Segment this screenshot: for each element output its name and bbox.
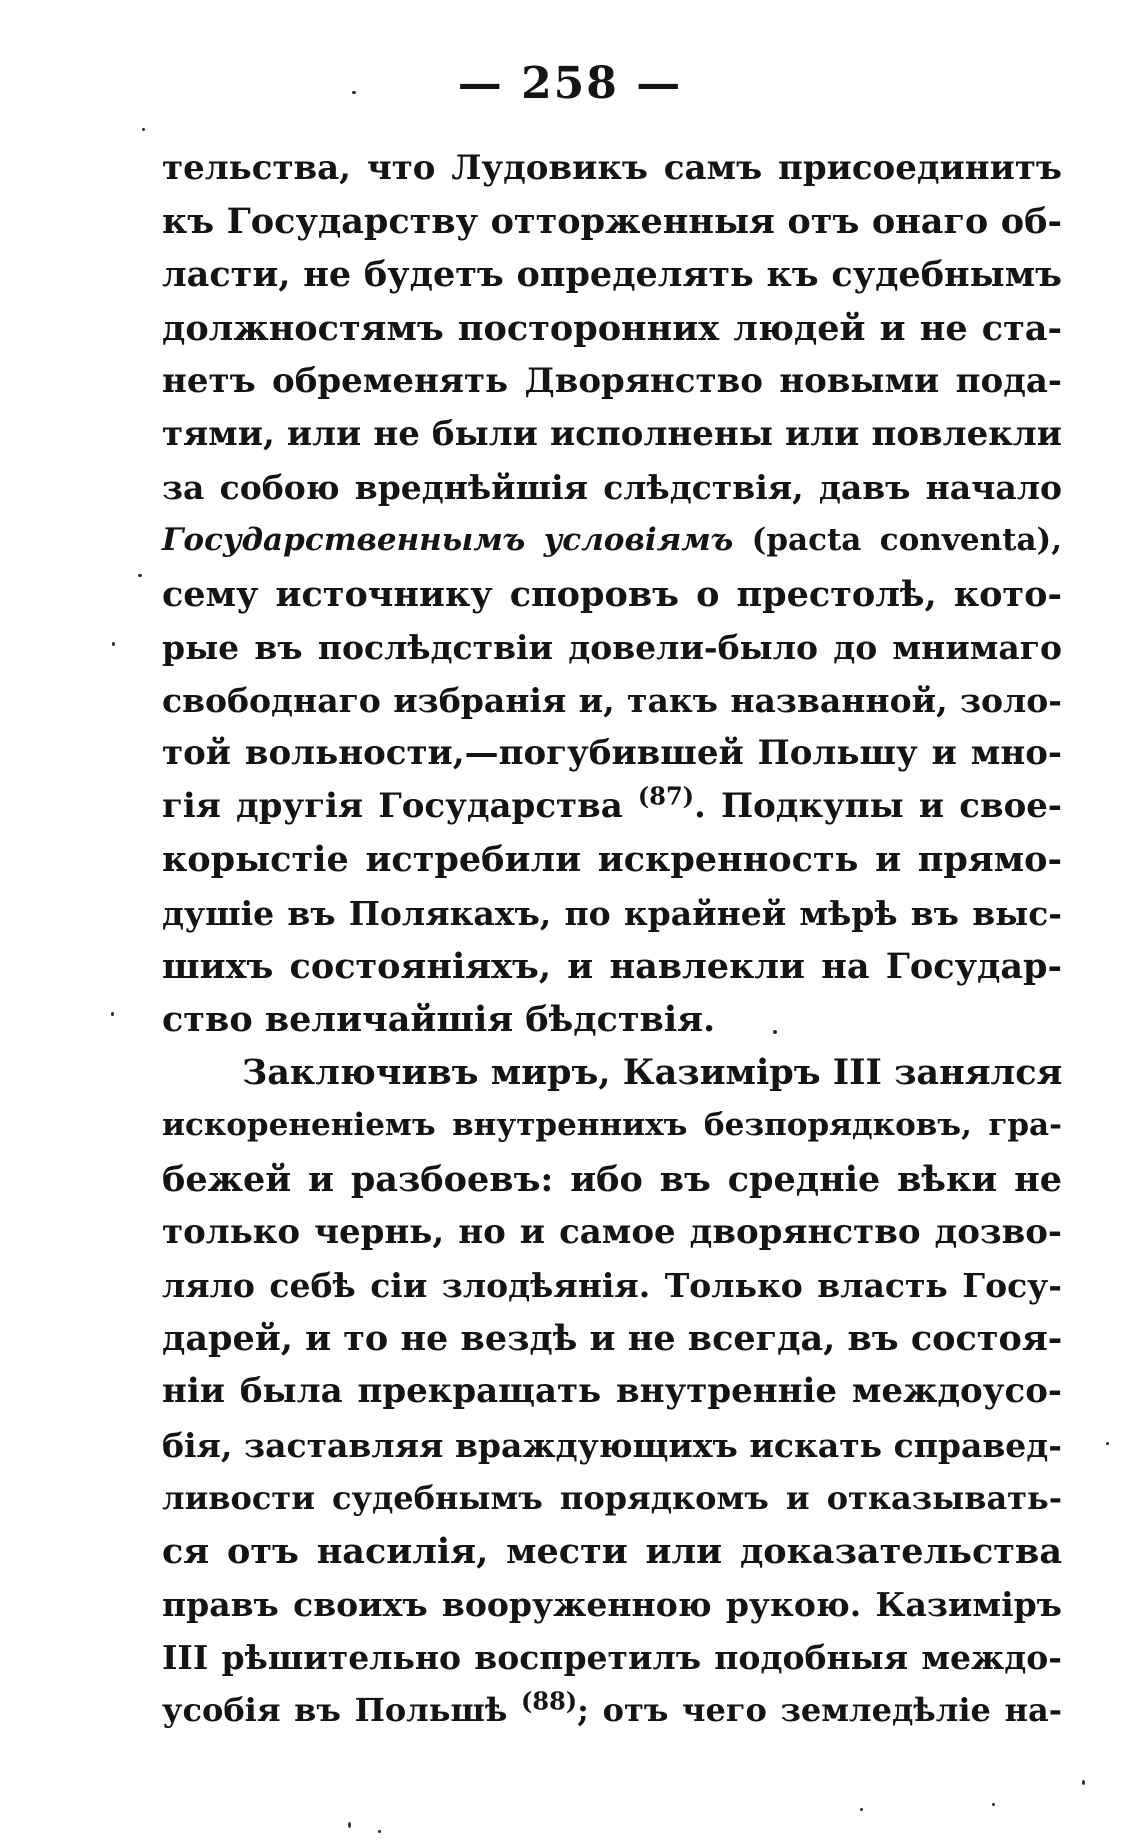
text-line: рые въ послѣдствіи довели-было до мнимаго — [162, 627, 1062, 667]
text-line: правъ своихъ вооруженною рукою. Казиміръ — [162, 1585, 1062, 1625]
text-line: только чернь, но и самое дворянство дозво- — [162, 1211, 1062, 1252]
text-line: ніи была прекращать внутренніе междоусо- — [162, 1371, 1062, 1412]
text-line: нетъ обременять Дворянство новыми пода- — [162, 360, 1062, 401]
text-line: сему источнику споровъ о престолѣ, кото- — [162, 573, 1062, 615]
print-speck — [352, 91, 356, 94]
print-speck — [1082, 1780, 1085, 1785]
page-number: — 258 — — [457, 58, 683, 109]
text-line: тями, или не были исполнены или повлекли — [162, 413, 1062, 454]
print-speck — [138, 574, 142, 577]
print-speck — [378, 1830, 381, 1833]
text-line: бежей и разбоевъ: ибо въ средніе вѣки не — [162, 1158, 1062, 1200]
print-speck — [142, 128, 145, 131]
print-speck — [860, 1808, 863, 1811]
text-line-italic-term: Государственнымъ условіямъ (pacta conventa), — [162, 522, 1062, 559]
print-speck — [773, 1030, 777, 1034]
text-line-footnote-88: усобія въ Польшѣ $^{(88)}$; отъ чего земледѣліе на- — [162, 1686, 1062, 1730]
footnote-reference: (88) — [521, 1686, 578, 1716]
text-line: душіе въ Полякахъ, по крайней мѣрѣ въ выс- — [162, 893, 1062, 933]
text-line: ство величайшія бѣдствія. — [162, 999, 716, 1040]
paragraph-start-line: Заключивъ миръ, Казиміръ III занялся — [242, 1052, 1063, 1094]
print-speck — [348, 1822, 351, 1828]
print-speck — [112, 642, 115, 646]
text-line: ласти, не будетъ определять къ судебнымъ — [162, 254, 1062, 296]
text-line: шихъ состояніяхъ, и навлекли на Государ- — [162, 945, 1062, 987]
text-line: дарей, и то не вездѣ и не всегда, въ состоя- — [162, 1318, 1063, 1360]
text-line-footnote-87: гія другія Государства $^{(87)}$. Подкупы и свое- — [162, 781, 1062, 827]
text-line: той вольности,—погубившей Польшу и мно- — [162, 733, 1062, 774]
print-speck — [992, 1803, 995, 1806]
text-line: за собою вреднѣйшія слѣдствія, давъ начало — [162, 468, 1062, 508]
text-line: бія, заставляя враждующихъ искать справед- — [162, 1425, 1062, 1465]
footnote-reference: (87) — [637, 781, 695, 811]
text-line: должностямъ посторонних людей и не ста- — [162, 307, 1062, 349]
body-text — [162, 142, 1062, 1738]
text-line: корыстіе истребили искренность и прямо- — [162, 839, 1062, 881]
text-line: III рѣшительно воспретилъ подобныя междо- — [162, 1638, 1062, 1678]
text-line: ся отъ насилія, мести или доказательства — [162, 1530, 1062, 1572]
print-speck — [1106, 1442, 1109, 1445]
italic-term: Государственнымъ условіямъ — [162, 522, 734, 559]
text-line: къ Государству отторженныя отъ онаго об- — [162, 201, 1062, 243]
text-line: ливости судебнымъ порядкомъ и отказывать- — [162, 1478, 1062, 1517]
text-line: свободнаго избранія и, такъ названной, золо- — [162, 680, 1062, 720]
text-line: ляло себѣ сіи злодѣянія. Только власть Госу- — [162, 1265, 1062, 1305]
text-line: искорененіемъ внутреннихъ безпорядковъ, гра- — [162, 1107, 1062, 1144]
print-speck — [111, 1012, 114, 1016]
text-line: тельства, что Лудовикъ самъ присоединитъ — [162, 148, 1062, 188]
